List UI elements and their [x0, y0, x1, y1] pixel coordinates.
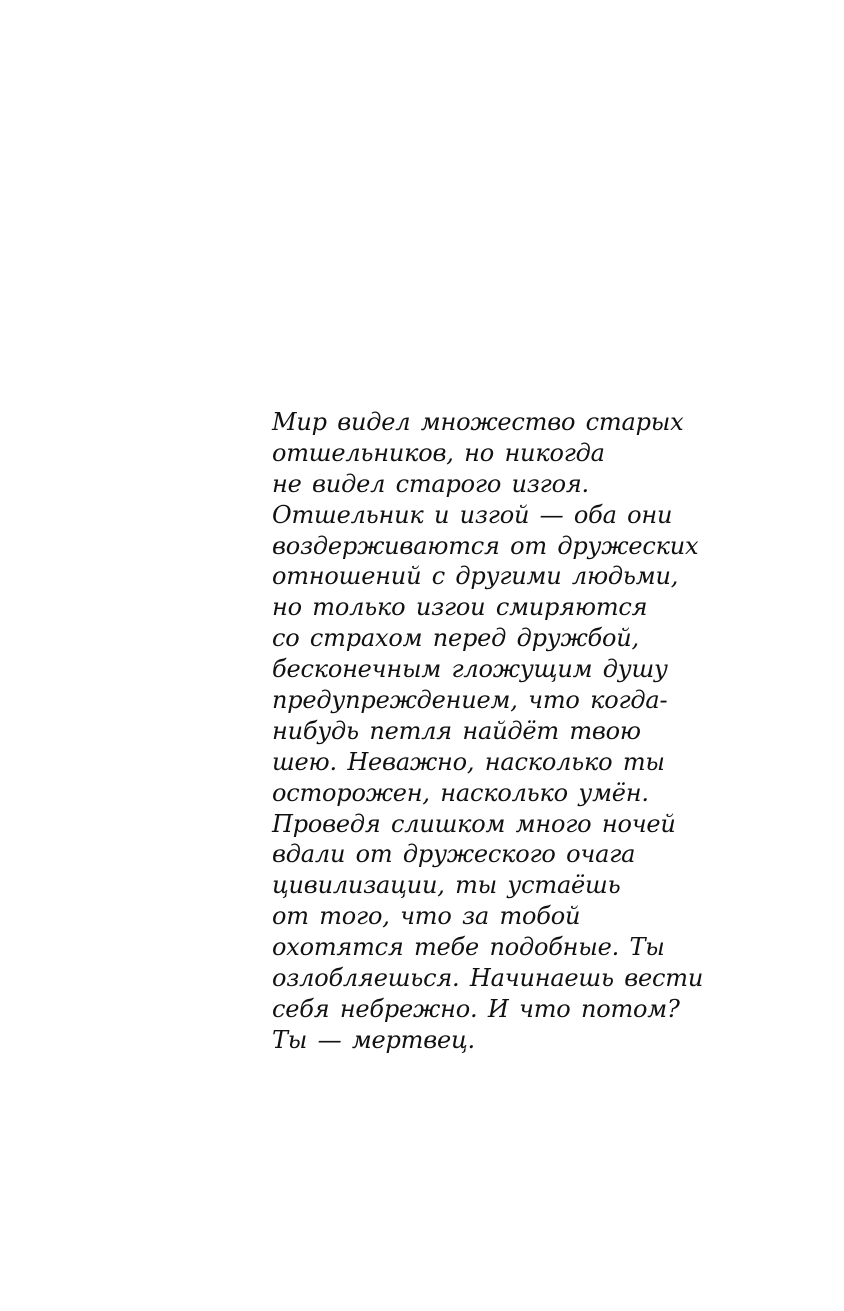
text-line: вдали от дружеского очага [272, 840, 636, 869]
text-line: от того, что за тобой [272, 902, 581, 931]
text-line: осторожен, насколько умён. [272, 778, 649, 807]
text-line: охотятся тебе подобные. Ты [272, 933, 665, 962]
text-line: предупреждением, что когда- [272, 686, 668, 715]
text-line: шею. Неважно, насколько ты [272, 747, 665, 776]
text-line: отношений с другими людьми, [272, 562, 679, 591]
text-line: бесконечным гложущим душу [272, 655, 668, 684]
text-line: Отшельник и изгой — оба они [272, 500, 673, 529]
text-line: Проведя слишком много ночей [272, 809, 676, 838]
text-line: не видел старого изгоя. [272, 469, 589, 498]
text-line: воздерживаются от дружеских [272, 531, 699, 560]
text-line: со страхом перед дружбой, [272, 624, 639, 653]
text-line: озлобляешься. Начинаешь вести [272, 964, 704, 993]
text-line: но только изгои смиряются [272, 593, 648, 622]
body-paragraph [272, 407, 704, 1056]
text-line: нибудь петля найдёт твою [272, 716, 641, 745]
text-line: Мир видел множество старых [272, 408, 684, 436]
text-line: отшельников, но никогда [272, 438, 605, 467]
text-line: цивилизации, ты устаёшь [272, 871, 621, 900]
text-line: Ты — мертвец. [272, 1025, 475, 1054]
text-line: себя небрежно. И что потом? [272, 994, 680, 1023]
